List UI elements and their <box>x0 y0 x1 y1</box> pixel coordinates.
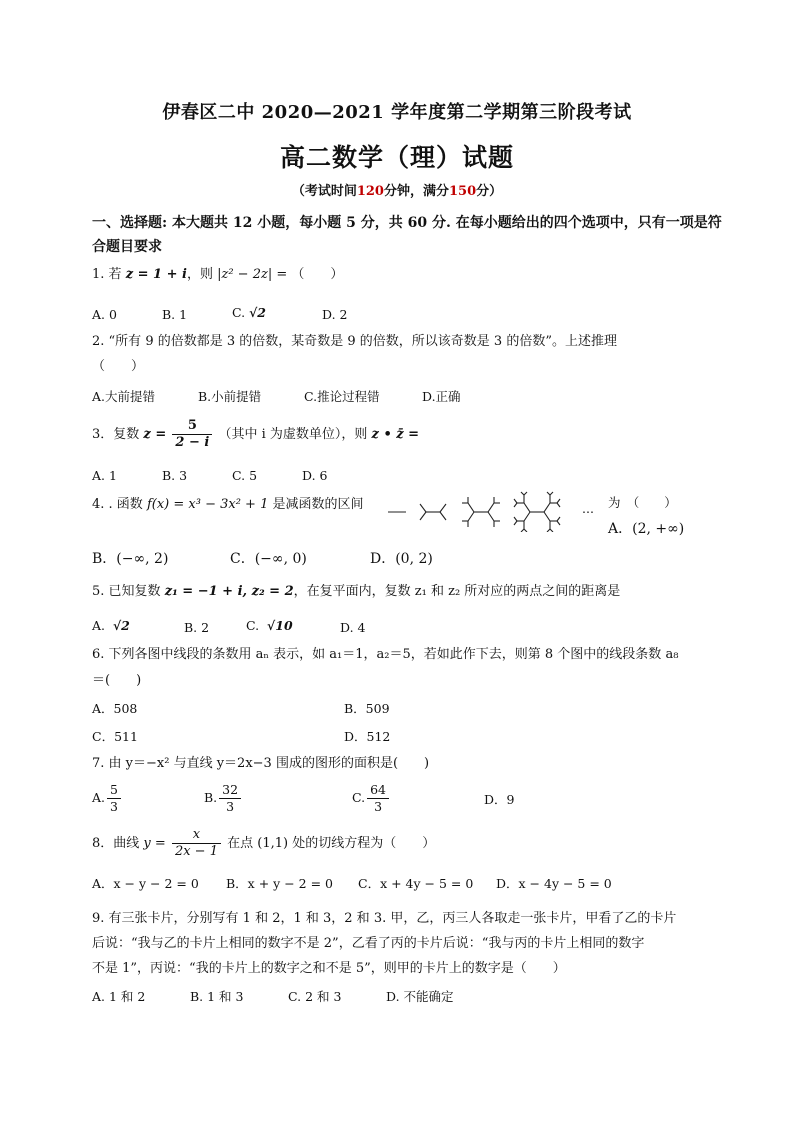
exam-score: 150 <box>449 184 477 199</box>
exam-title: 伊春区二中 2020—2021 学年度第二学期第三阶段考试 <box>162 102 632 123</box>
q7-option-a: A. $\frac{5}{3}$ <box>92 782 123 815</box>
q8-option-a: A．x − y − 2 = 0 <box>92 876 199 891</box>
q2-option-a: A.大前提错 <box>92 389 156 404</box>
question-1: 1. 若 z = 1 + i，则 |z² − 2z| = （ ） <box>92 267 344 282</box>
q4-option-a: A．(2, +∞) <box>608 521 685 537</box>
section-heading-line2: 合题目要求 <box>92 239 162 255</box>
question-9-line2: 后说：“我与乙的卡片上相同的数字不是 2”，乙看了丙的卡片后说：“我与丙的卡片上相同的数字 <box>92 936 645 951</box>
question-4: 4. . 函数 f(x) = x³ − 3x² + 1 是减函数的区间 <box>92 497 364 512</box>
q3-expr: z • z̄ = <box>371 427 420 442</box>
q8-option-c: C．x + 4y − 5 = 0 <box>358 876 474 891</box>
q1-expr: |z² − 2z| = <box>217 267 288 282</box>
q3-option-a: A. 1 <box>92 468 117 483</box>
q2-option-b: B.小前提错 <box>198 389 262 404</box>
exam-time: 120 <box>356 184 384 199</box>
q8-option-d: D．x − 4y − 5 = 0 <box>496 876 612 891</box>
question-6-line1: 6. 下列各图中线段的条数用 aₙ 表示，如 a₁＝1，a₂＝5，若如此作下去，则第 8 个图中的线段条数 a₈ <box>92 647 679 662</box>
q7-option-d: D．9 <box>484 792 515 807</box>
q1-option-a: A. 0 <box>92 307 117 322</box>
question-2-line2: （ ） <box>92 359 145 374</box>
q8-fraction: $\frac{x}{2x - 1}$ <box>172 827 221 860</box>
q2-option-c: C.推论过程错 <box>304 389 380 404</box>
q9-option-b: B. 1 和 3 <box>190 989 244 1004</box>
q3-fraction: $\frac{5}{2 - i}$ <box>172 418 212 451</box>
q4-wei: 为 （ ） <box>608 495 677 510</box>
q1-z-def: z = 1 + i <box>125 267 187 282</box>
q5-option-a: A. √2 <box>92 618 130 633</box>
q5-option-c: C. √10 <box>246 618 293 633</box>
q9-option-c: C. 2 和 3 <box>288 989 342 1004</box>
q9-option-a: A. 1 和 2 <box>92 989 146 1004</box>
question-5: 5. 已知复数 z₁ = −1 + i, z₂ = 2，在复平面内，复数 z₁ 和 z₂ 所对应的两点之间的距离是 <box>92 584 621 599</box>
section-heading-line1: 一、选择题: 本大题共 12 小题，每小题 5 分，共 60 分. 在每小题给出的四个选项中，只有一项是符 <box>92 215 722 231</box>
q4-option-c: C．(−∞, 0) <box>230 551 307 567</box>
question-9-line3: 不是 1”，丙说：“我的卡片上的数字之和不是 5”，则甲的卡片上的数字是（ ） <box>92 961 566 976</box>
q3-option-c: C. 5 <box>232 468 258 483</box>
q7-option-c: C. $\frac{64}{3}$ <box>352 782 391 815</box>
q7-option-b: B. $\frac{32}{3}$ <box>204 782 243 815</box>
q6-option-c: C．511 <box>92 729 138 744</box>
q5-option-d: D. 4 <box>340 620 366 635</box>
q3-option-b: B. 3 <box>162 468 188 483</box>
q5-option-b: B. 2 <box>184 620 210 635</box>
q5-expr: z₁ = −1 + i, z₂ = 2 <box>164 584 294 599</box>
question-9-line1: 9. 有三张卡片，分别写有 1 和 2，1 和 3，2 和 3. 甲，乙，丙三人各取走一张卡片，甲看了乙的卡片 <box>92 911 677 926</box>
q1-sqrt2: √2 <box>249 305 266 320</box>
question-7: 7. 由 y＝−x² 与直线 y＝2x−3 围成的图形的面积是( ) <box>92 756 430 771</box>
q4-option-b: B．(−∞, 2) <box>92 551 169 567</box>
q2-option-d: D.正确 <box>422 389 461 404</box>
q9-option-d: D. 不能确定 <box>386 989 454 1004</box>
exam-subtitle: 高二数学（理）试题 <box>279 143 514 172</box>
q6-option-b: B．509 <box>344 701 390 716</box>
q4-dots: ... <box>582 501 594 516</box>
q4-option-d: D．(0, 2) <box>370 551 433 567</box>
q3-option-d: D. 6 <box>302 468 328 483</box>
q4-branch-figures <box>384 488 574 532</box>
question-3: 3．复数 z = $\frac{5}{2 - i}$ （其中 i 为虚数单位），则 z • z̄ = <box>92 418 420 450</box>
q8-option-b: B．x + y − 2 = 0 <box>226 876 333 891</box>
q4-function: f(x) = x³ − 3x² + 1 <box>146 497 269 512</box>
q1-option-b: B. 1 <box>162 307 188 322</box>
question-8: 8．曲线 y = $\frac{x}{2x - 1}$ 在点 (1,1) 处的切线方程为（ ） <box>92 827 436 859</box>
q1-option-d: D. 2 <box>322 307 348 322</box>
question-2-line1: 2. “所有 9 的倍数都是 3 的倍数，某奇数是 9 的倍数，所以该奇数是 3 的倍数”。上述推理 <box>92 334 617 349</box>
q1-option-c: C. √2 <box>232 305 266 320</box>
q6-option-d: D．512 <box>344 729 391 744</box>
q6-option-a: A．508 <box>92 701 138 716</box>
exam-info: （考试时间120分钟，满分150分） <box>291 184 503 199</box>
question-6-line2: ＝( ) <box>92 673 142 688</box>
